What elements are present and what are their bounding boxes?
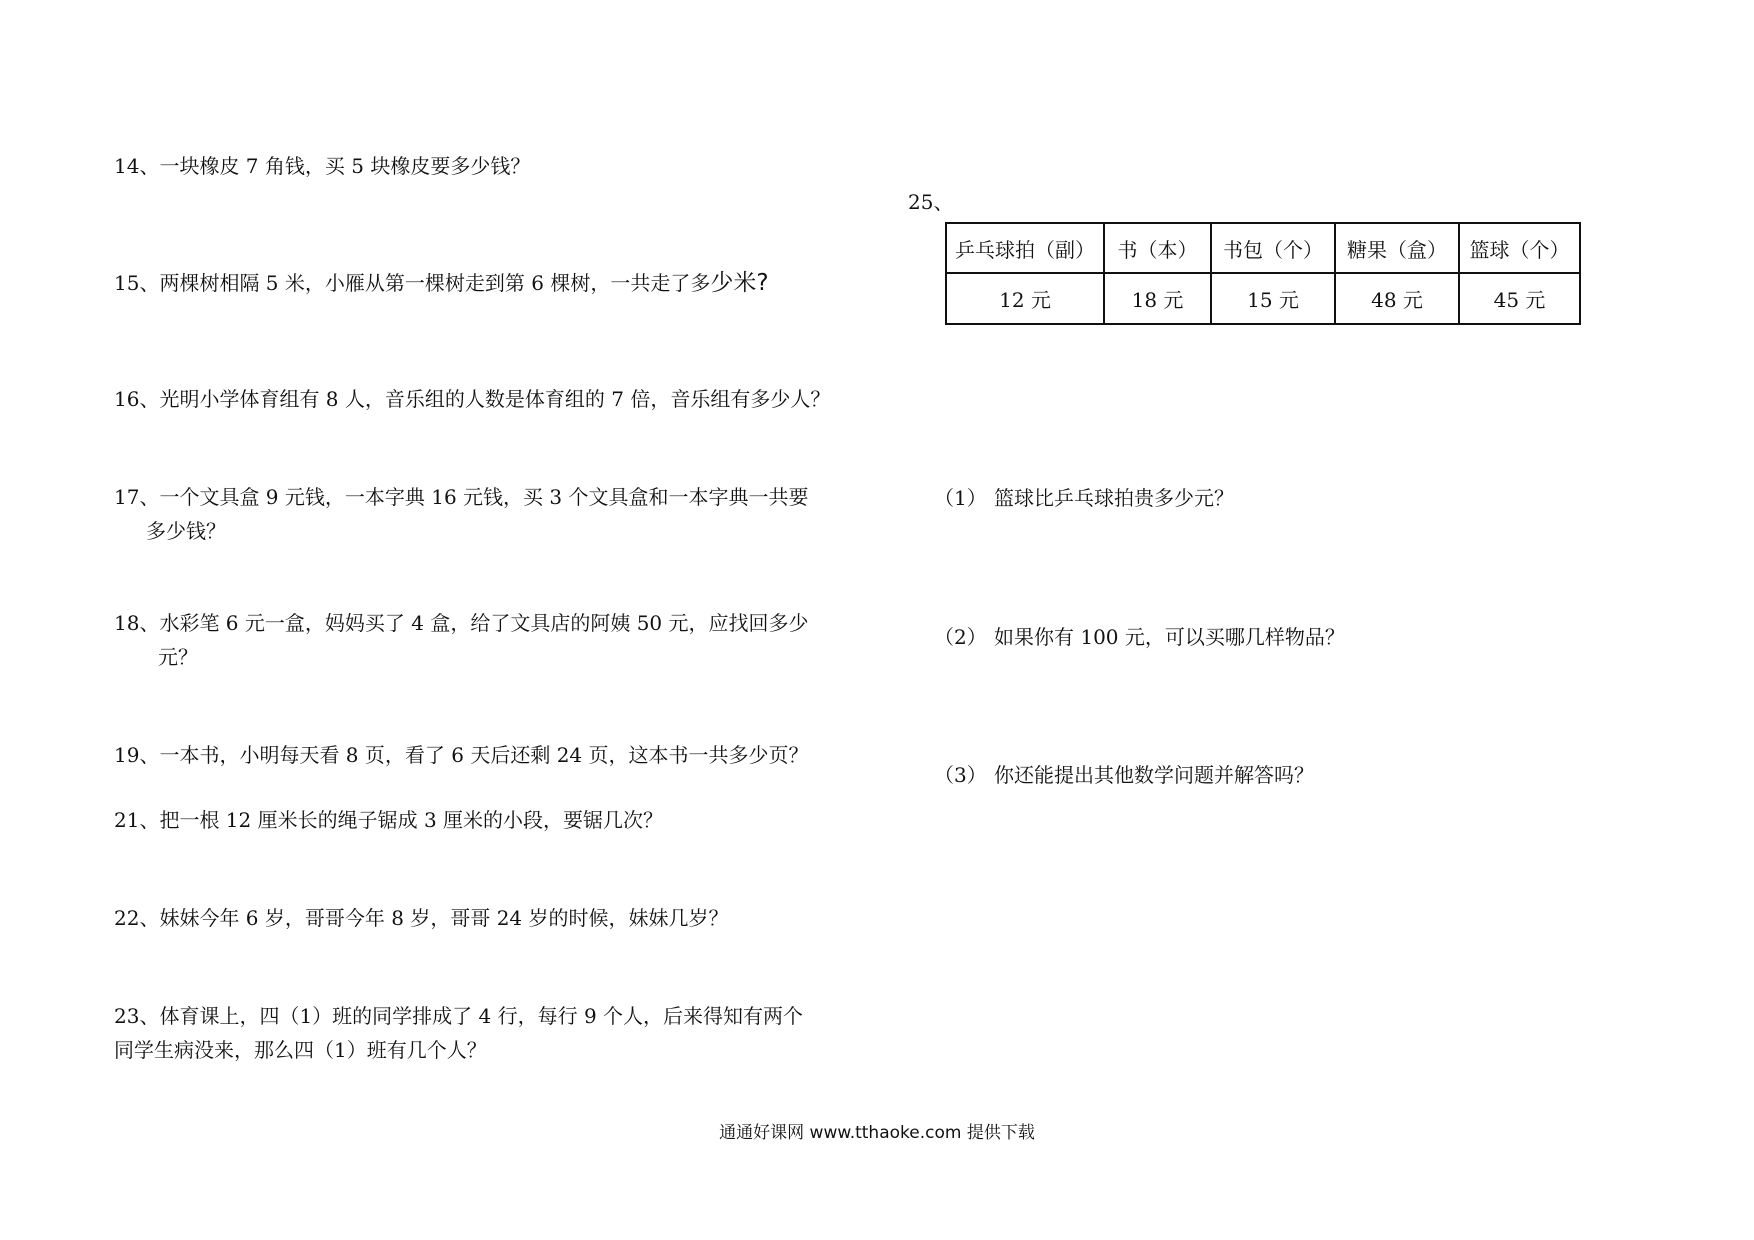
header-cell: 篮球（个） (1459, 223, 1580, 273)
footer-text: 通通好课网 www.tthaoke.com 提供下载 (719, 1123, 1035, 1143)
question-number: 17、 (114, 485, 160, 509)
price-table-header-row (946, 223, 1580, 273)
sub-question-text: 你还能提出其他数学问题并解答吗？ (994, 763, 1314, 787)
question-text: 体育课上，四（1）班的同学排成了 4 行，每行 9 个人，后来得知有两个 (159, 1004, 804, 1028)
question-14 (114, 149, 530, 183)
question-text: 水彩笔 6 元一盒，妈妈买了 4 盒，给了文具店的阿姨 50 元，应找回多少 (159, 611, 809, 635)
question-number: 15、 (114, 271, 160, 295)
question-17-continuation: 多少钱？ (146, 519, 226, 543)
question-number: 18、 (114, 611, 160, 635)
price-table-value-row (946, 273, 1580, 324)
sub-question-3 (934, 758, 1314, 792)
question-number: 16、 (114, 387, 160, 411)
sub-question-text: 篮球比乒乓球拍贵多少元？ (994, 486, 1234, 510)
question-19 (114, 738, 809, 772)
price-cell: 15 元 (1211, 273, 1335, 324)
header-cell: 书（本） (1104, 223, 1211, 273)
question-text: 一本书，小明每天看 8 页，看了 6 天后还剩 24 页，这本书一共多少页？ (159, 743, 809, 767)
sub-question-2 (934, 620, 1345, 654)
question-number: 23、 (114, 1004, 160, 1028)
question-25-label: 25、 (908, 190, 954, 214)
header-cell: 书包（个） (1211, 223, 1335, 273)
sub-question-1 (934, 481, 1234, 515)
header-cell: 糖果（盒） (1335, 223, 1459, 273)
price-cell: 18 元 (1104, 273, 1211, 324)
price-table (945, 222, 1581, 325)
question-number: 21、 (114, 808, 160, 832)
price-cell: 45 元 (1459, 273, 1580, 324)
header-cell: 乒乓球拍（副） (946, 223, 1104, 273)
sub-question-text: 如果你有 100 元，可以买哪几样物品？ (994, 625, 1345, 649)
question-text: 妹妹今年 6 岁，哥哥今年 8 岁，哥哥 24 岁的时候，妹妹几岁？ (159, 906, 729, 930)
price-cell: 12 元 (946, 273, 1104, 324)
question-16 (114, 382, 830, 416)
question-text: 一块橡皮 7 角钱，买 5 块橡皮要多少钱？ (159, 154, 531, 178)
question-text: 把一根 12 厘米长的绳子锯成 3 厘米的小段，要锯几次？ (159, 808, 664, 832)
sub-question-index: （2） (934, 625, 987, 649)
question-18-continuation: 元？ (158, 645, 198, 669)
sub-question-index: （1） (934, 486, 987, 510)
question-21 (114, 803, 663, 837)
question-number: 14、 (114, 154, 160, 178)
question-23-continuation: 同学生病没来，那么四（1）班有几个人？ (114, 1038, 487, 1062)
question-17 (114, 480, 809, 514)
question-text: 光明小学体育组有 8 人，音乐组的人数是体育组的 7 倍，音乐组有多少人？ (159, 387, 831, 411)
question-number: 19、 (114, 743, 160, 767)
question-text-tail: 少米? (710, 270, 769, 296)
price-cell: 48 元 (1335, 273, 1459, 324)
question-number: 22、 (114, 906, 160, 930)
question-text: 一个文具盒 9 元钱，一本字典 16 元钱，买 3 个文具盒和一本字典一共要 (159, 485, 809, 509)
question-23 (114, 999, 803, 1033)
sub-question-index: （3） (934, 763, 987, 787)
question-text: 两棵树相隔 5 米，小雁从第一棵树走到第 6 棵树，一共走了多 (159, 271, 711, 295)
question-15 (114, 266, 769, 300)
question-18 (114, 606, 809, 640)
question-22 (114, 901, 729, 935)
